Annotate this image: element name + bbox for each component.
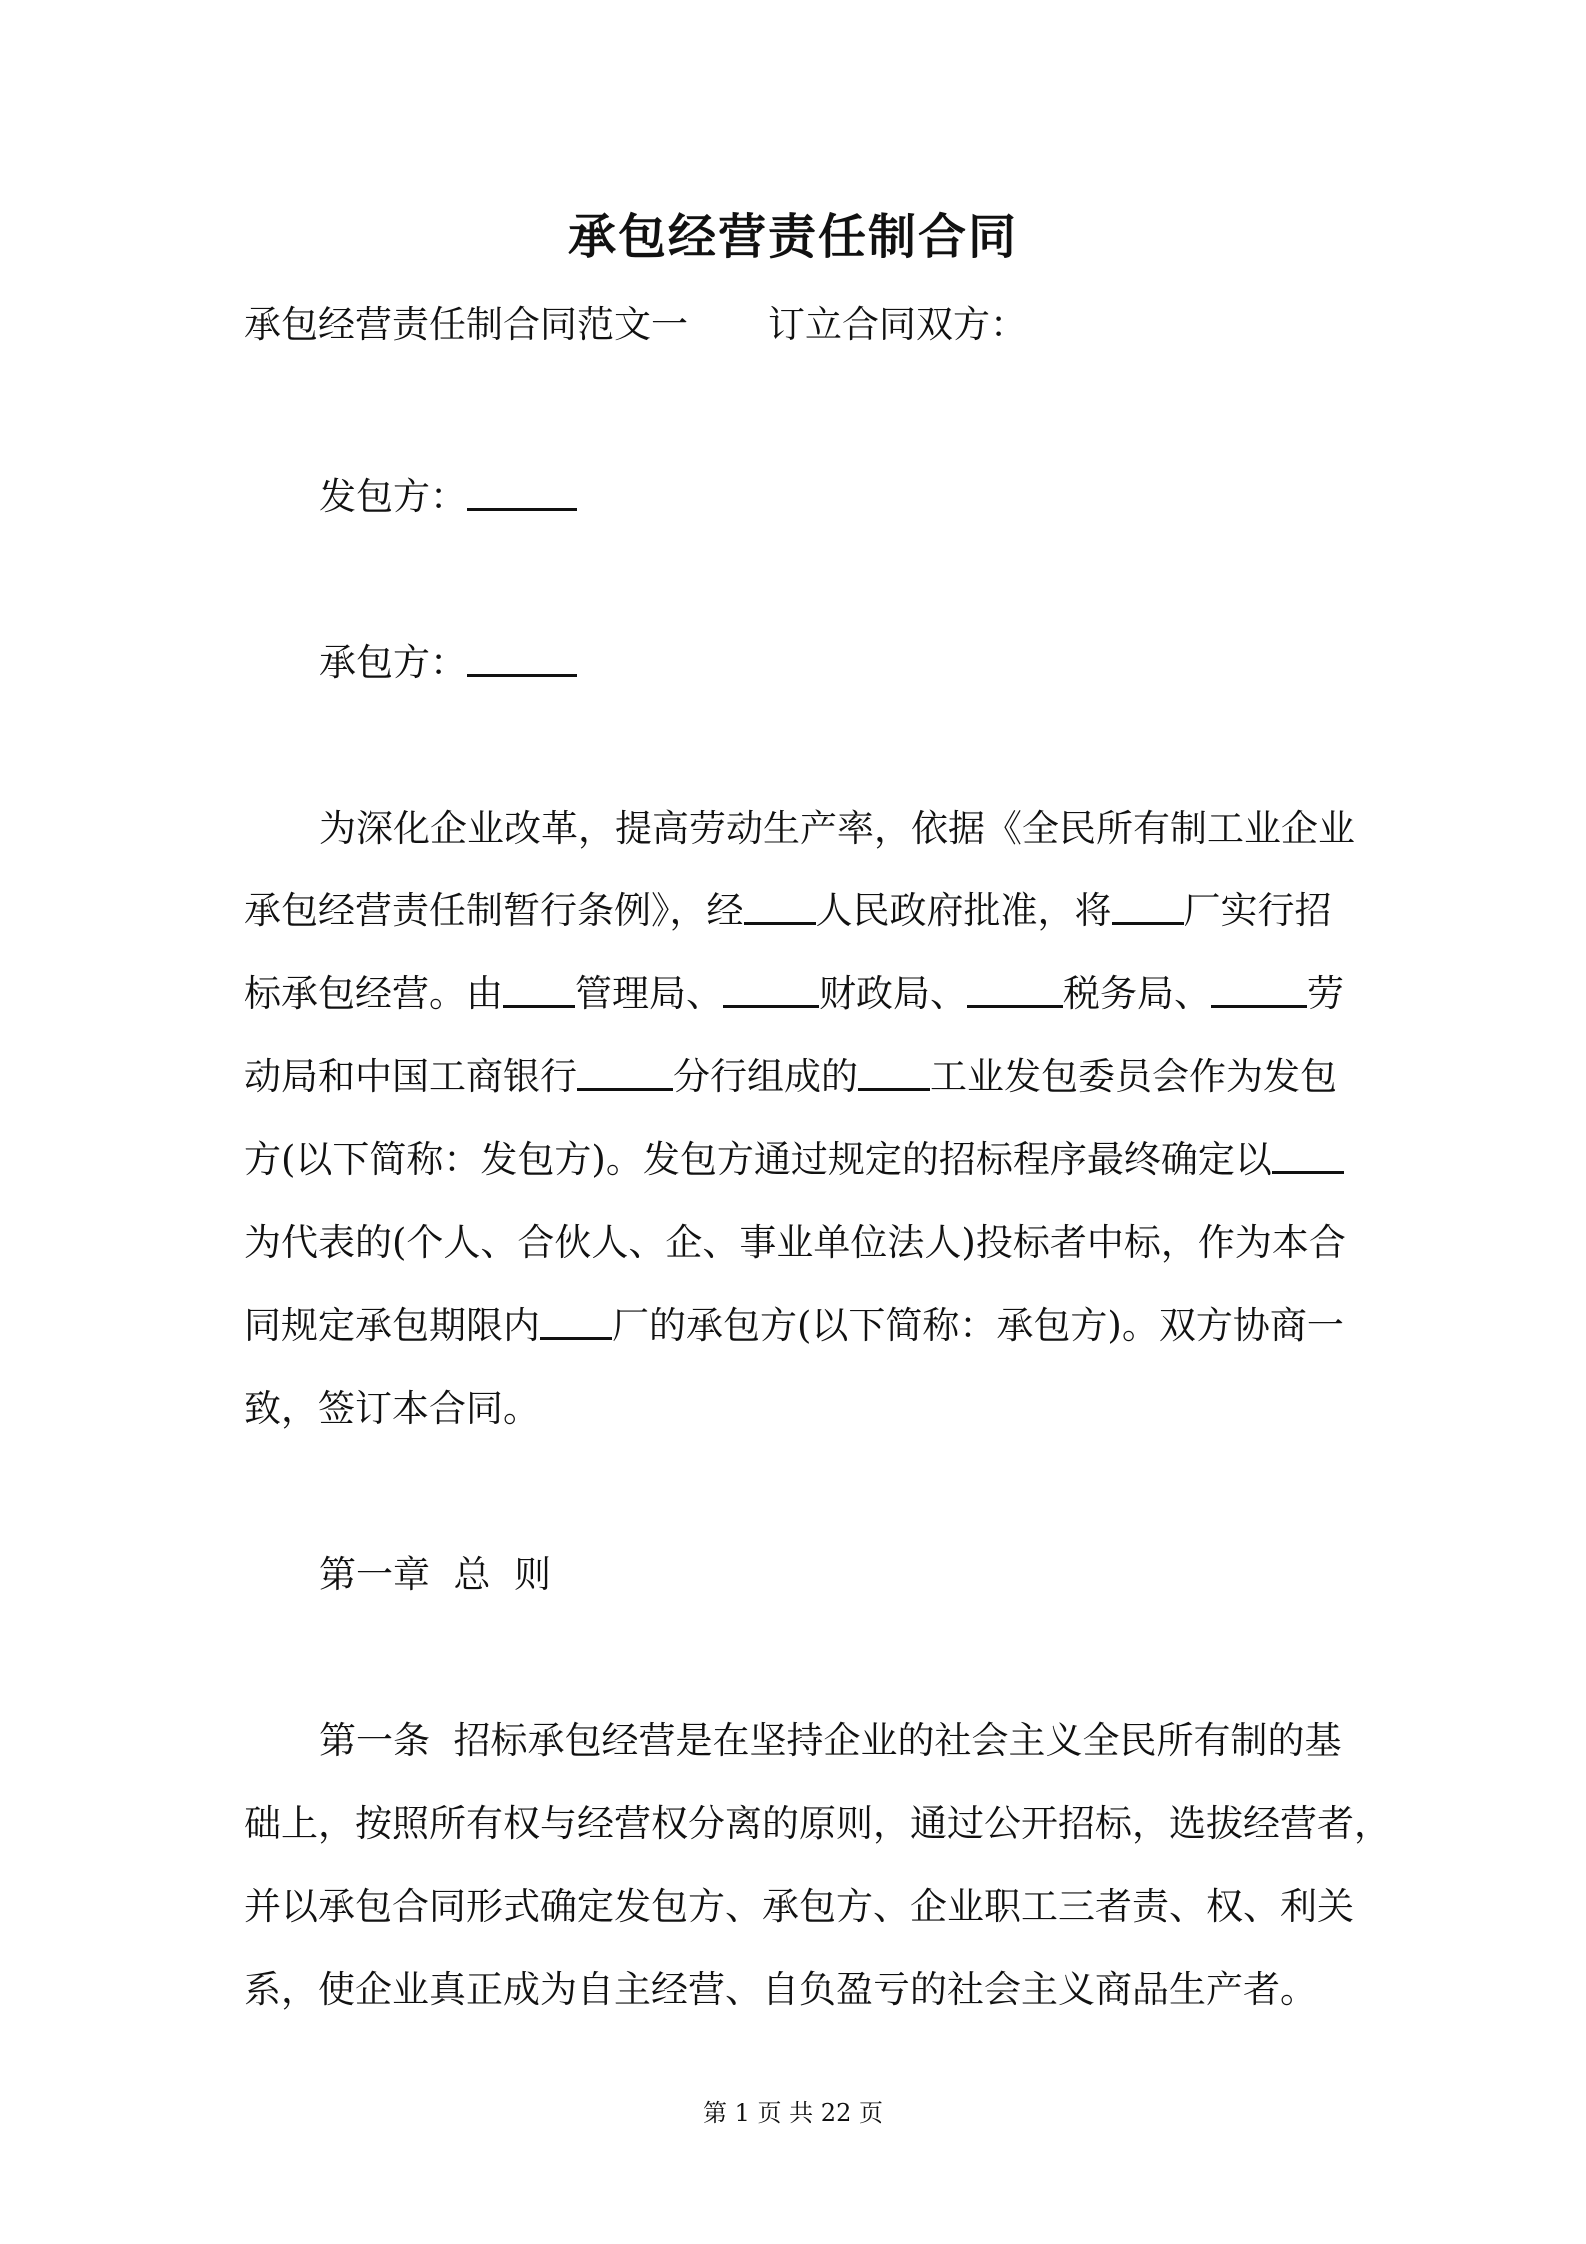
document-title: 承包经营责任制合同 (567, 209, 1018, 265)
subtitle-left: 承包经营责任制合同范文一 (244, 303, 688, 346)
blank-field (1211, 968, 1307, 1008)
text-span: 管理局、 (575, 972, 723, 1015)
blank-field (858, 1051, 930, 1091)
page-footer: 第 1 页 共 22 页 (703, 2099, 883, 2127)
blank-field (577, 1051, 673, 1091)
article-line: 第一条 招标承包经营是在坚持企业的社会主义全民所有制的基 (319, 1719, 1342, 1762)
text-span: 财政局、 (819, 972, 967, 1015)
preamble-line (244, 1295, 1344, 1349)
subtitle-line (244, 294, 1027, 348)
preamble-line: 为代表的(个人、合伙人、企、事业单位法人)投标者中标，作为本合 (244, 1221, 1346, 1264)
blank-field (467, 637, 577, 677)
article-line: 础上，按照所有权与经营权分离的原则，通过公开招标，选拔经营者， (244, 1802, 1391, 1845)
text-span: 承包经营责任制暂行条例》，经 (244, 889, 744, 932)
text-span: 人民政府批准，将 (815, 889, 1112, 932)
text-span: 劳 (1307, 972, 1344, 1015)
party-b-label: 承包方： (319, 641, 467, 684)
blank-field (967, 968, 1063, 1008)
subtitle-right: 订立合同双方： (768, 303, 1027, 346)
text-span: 工业发包委员会作为发包 (930, 1055, 1337, 1098)
preamble-line: 为深化企业改革，提高劳动生产率，依据《全民所有制工业企业 (319, 807, 1355, 850)
blank-field (503, 968, 575, 1008)
text-span: 方(以下简称：发包方)。发包方通过规定的招标程序最终确定以 (244, 1138, 1272, 1181)
chapter-heading: 第一章 总 则 (319, 1553, 552, 1596)
blank-field (467, 471, 577, 511)
blank-field (1272, 1134, 1344, 1174)
text-span: 标承包经营。由 (244, 972, 503, 1015)
text-span: 厂实行招 (1183, 889, 1332, 932)
text-span: 动局和中国工商银行 (244, 1055, 577, 1098)
blank-field (723, 968, 819, 1008)
preamble-line (244, 1046, 1337, 1100)
blank-field (1112, 885, 1184, 925)
text-span: 厂的承包方(以下简称：承包方)。双方协商一 (612, 1304, 1344, 1347)
article-line: 并以承包合同形式确定发包方、承包方、企业职工三者责、权、利关 (244, 1885, 1354, 1928)
preamble-line (244, 1129, 1344, 1183)
text-span: 同规定承包期限内 (244, 1304, 540, 1347)
blank-field (540, 1300, 612, 1340)
article-line: 系，使企业真正成为自主经营、自负盈亏的社会主义商品生产者。 (244, 1968, 1317, 2011)
party-a-line (319, 466, 577, 520)
party-a-label: 发包方： (319, 475, 467, 518)
preamble-line (244, 963, 1344, 1017)
text-span: 分行组成的 (673, 1055, 858, 1098)
preamble-line (244, 880, 1332, 934)
blank-field (744, 885, 816, 925)
party-b-line (319, 632, 577, 686)
preamble-line: 致，签订本合同。 (244, 1387, 540, 1430)
text-span: 税务局、 (1063, 972, 1211, 1015)
